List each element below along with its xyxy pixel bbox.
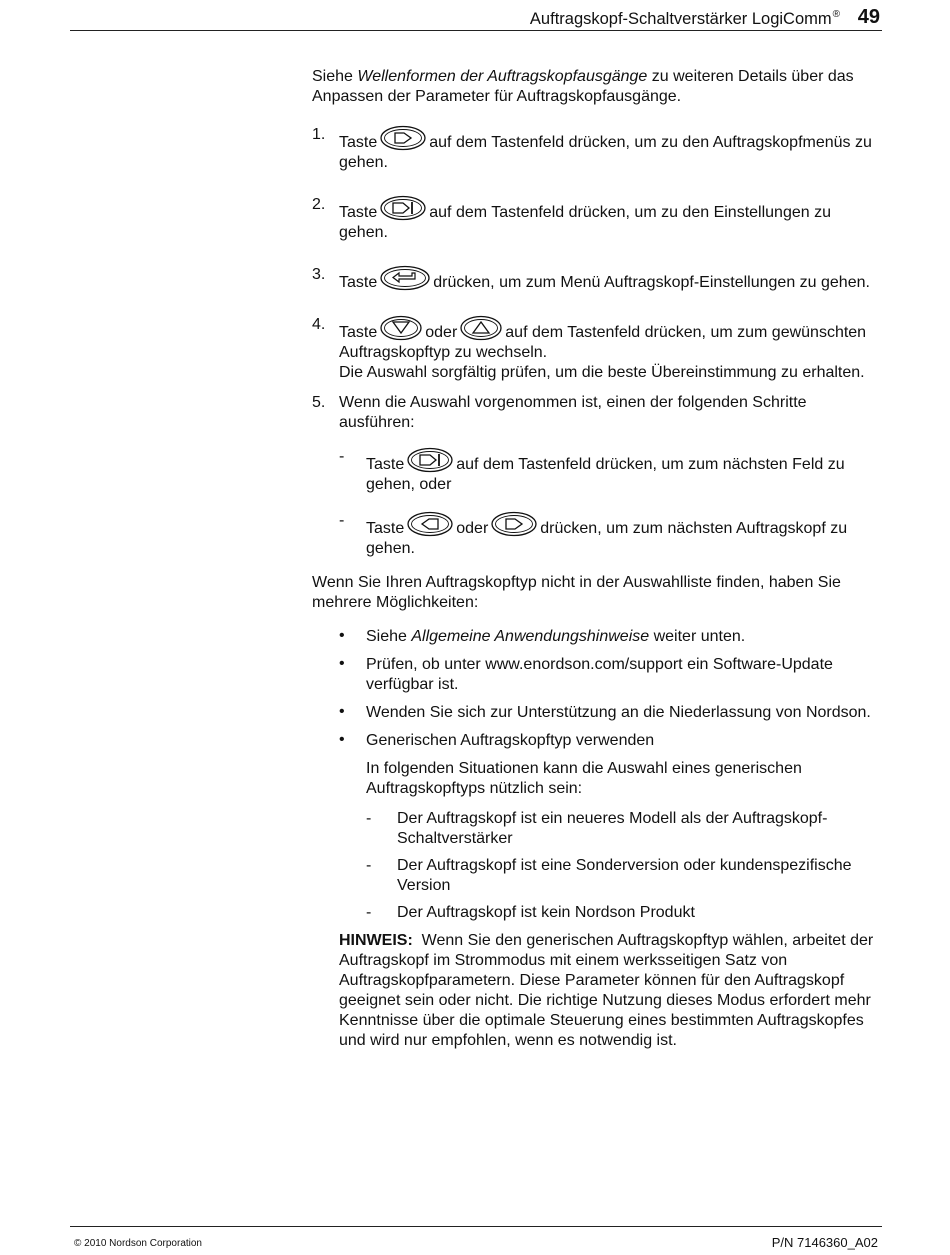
intro-suffix: zu weiteren Details über das Anpassen der Parameter für Auftragskopfausgänge. <box>312 68 854 105</box>
header-title <box>530 9 840 29</box>
step-text-mid: oder <box>425 324 458 341</box>
situation-item-1 <box>366 809 884 849</box>
registered-mark: ® <box>832 9 840 20</box>
option-item-2 <box>339 655 884 695</box>
situation-text: Der Auftragskopf ist ein neueres Modell als der Auftragskopf-Schaltverstärker <box>397 810 828 847</box>
page-number: 49 <box>857 6 880 28</box>
situation-item-3 <box>366 903 884 923</box>
sub-step-1 <box>339 447 884 495</box>
step-number: 5. <box>312 394 326 411</box>
intro-prefix: Siehe <box>312 68 358 85</box>
step-5 <box>312 393 884 433</box>
options-list <box>312 627 884 923</box>
dash-marker: - <box>339 448 345 465</box>
sub-step-text-pre: Taste <box>366 456 405 473</box>
sub-step-text-post: auf dem Tastenfeld drücken, um zum nächsten Feld zu gehen, oder <box>366 456 845 493</box>
generic-intro: In folgenden Situationen kann die Auswahl eines generischen Auftragskopftyps nützlich sein: <box>366 760 802 797</box>
step-4 <box>312 315 884 383</box>
option-text: Prüfen, ob unter www.enordson.com/support ein Software-Update verfügbar ist. <box>366 656 833 693</box>
bullet-marker: • <box>339 703 345 720</box>
situation-text: Der Auftragskopf ist kein Nordson Produkt <box>397 904 695 921</box>
step-text-pre: Taste <box>339 134 378 151</box>
part-number: P/N 7146360_A02 <box>771 1235 878 1250</box>
situation-text: Der Auftragskopf ist eine Sonderversion oder kundenspezifische Version <box>397 857 852 894</box>
copyright-text: © 2010 Nordson Corporation <box>74 1238 202 1249</box>
step-text-pre: Taste <box>339 274 378 291</box>
note-label: HINWEIS: <box>339 932 413 949</box>
sub-step-text-mid: oder <box>456 520 489 537</box>
option-item-4 <box>339 731 884 751</box>
step-text-post: auf dem Tastenfeld drücken, um zu den Auftragskopfmenüs zu gehen. <box>339 134 872 171</box>
dash-marker: - <box>366 857 372 874</box>
step-text-pre: Taste <box>339 324 378 341</box>
option-suffix: weiter unten. <box>649 628 746 645</box>
bullet-marker: • <box>339 731 345 748</box>
left-arrow-key-icon <box>407 511 453 537</box>
step-text-post: drücken, um zum Menü Auftragskopf-Einstellungen zu gehen. <box>433 274 870 291</box>
step-number: 1. <box>312 126 326 143</box>
note-paragraph <box>312 931 884 1051</box>
option-text: Wenden Sie sich zur Unterstützung an die Niederlassung von Nordson. <box>366 704 871 721</box>
note-text: Wenn Sie den generischen Auftragskopftyp wählen, arbeitet der Auftragskopf im Strommodus mit einem werksseitigen Satz von Auftragskopfparametern. Diese Parameter können für den Auftragskopf geeignet sein oder nicht. Die richtige Nutzung dieses Modus erfordert mehr Kenntnisse über die optimale Steuerung eines bestimmten Auftragskopfes und wird nur empfohlen, wenn es notwendig ist. <box>339 932 874 1049</box>
step-extra-text: Die Auswahl sorgfältig prüfen, um die beste Übereinstimmung zu erhalten. <box>339 364 865 381</box>
right-arrow-key-icon <box>491 511 537 537</box>
dash-marker: - <box>366 810 372 827</box>
down-arrow-key-icon <box>380 315 422 341</box>
step-text-post: auf dem Tastenfeld drücken, um zu den Einstellungen zu gehen. <box>339 204 831 241</box>
sub-step-text-post: drücken, um zum nächsten Auftragskopf zu gehen. <box>366 520 848 557</box>
step-text-post: auf dem Tastenfeld drücken, um zum gewünschten Auftragskopftyp zu wechseln. <box>339 324 867 361</box>
bullet-marker: • <box>339 627 345 644</box>
sub-step-text-pre: Taste <box>366 520 405 537</box>
intro-paragraph <box>312 67 884 107</box>
bullet-marker: • <box>339 655 345 672</box>
step-3 <box>312 265 884 293</box>
option-item-1 <box>339 627 884 647</box>
sub-step-2 <box>339 511 884 559</box>
option-item-3 <box>339 703 884 723</box>
situation-item-2 <box>366 856 884 896</box>
right-arrow-key-icon <box>380 125 426 151</box>
dash-marker: - <box>339 512 345 529</box>
step-1 <box>312 125 884 173</box>
tab-key-icon <box>380 195 426 221</box>
enter-key-icon <box>380 265 430 291</box>
header-title-text: Auftragskopf-Schaltverstärker LogiComm <box>529 10 832 28</box>
dash-marker: - <box>366 904 372 921</box>
situation-list <box>339 809 884 923</box>
step-number: 4. <box>312 316 326 333</box>
page-header <box>70 4 882 31</box>
intro-reference-link: Wellenformen der Auftragskopfausgänge <box>357 68 648 85</box>
option-text: Generischen Auftragskopftyp verwenden <box>366 732 655 749</box>
tab-key-icon <box>407 447 453 473</box>
not-found-paragraph: Wenn Sie Ihren Auftragskopftyp nicht in der Auswahlliste finden, haben Sie mehrere Möglichkeiten: <box>312 574 841 611</box>
step-text: Wenn die Auswahl vorgenommen ist, einen der folgenden Schritte ausführen: <box>339 394 807 431</box>
step-number: 2. <box>312 196 326 213</box>
page-footer <box>70 1226 882 1255</box>
step-2 <box>312 195 884 243</box>
step-text-pre: Taste <box>339 204 378 221</box>
main-content <box>312 67 884 1051</box>
option-reference-link: Allgemeine Anwendungshinweise <box>411 628 650 645</box>
up-arrow-key-icon <box>460 315 502 341</box>
option-prefix: Siehe <box>366 628 412 645</box>
step-number: 3. <box>312 266 326 283</box>
sub-step-list <box>312 447 884 559</box>
